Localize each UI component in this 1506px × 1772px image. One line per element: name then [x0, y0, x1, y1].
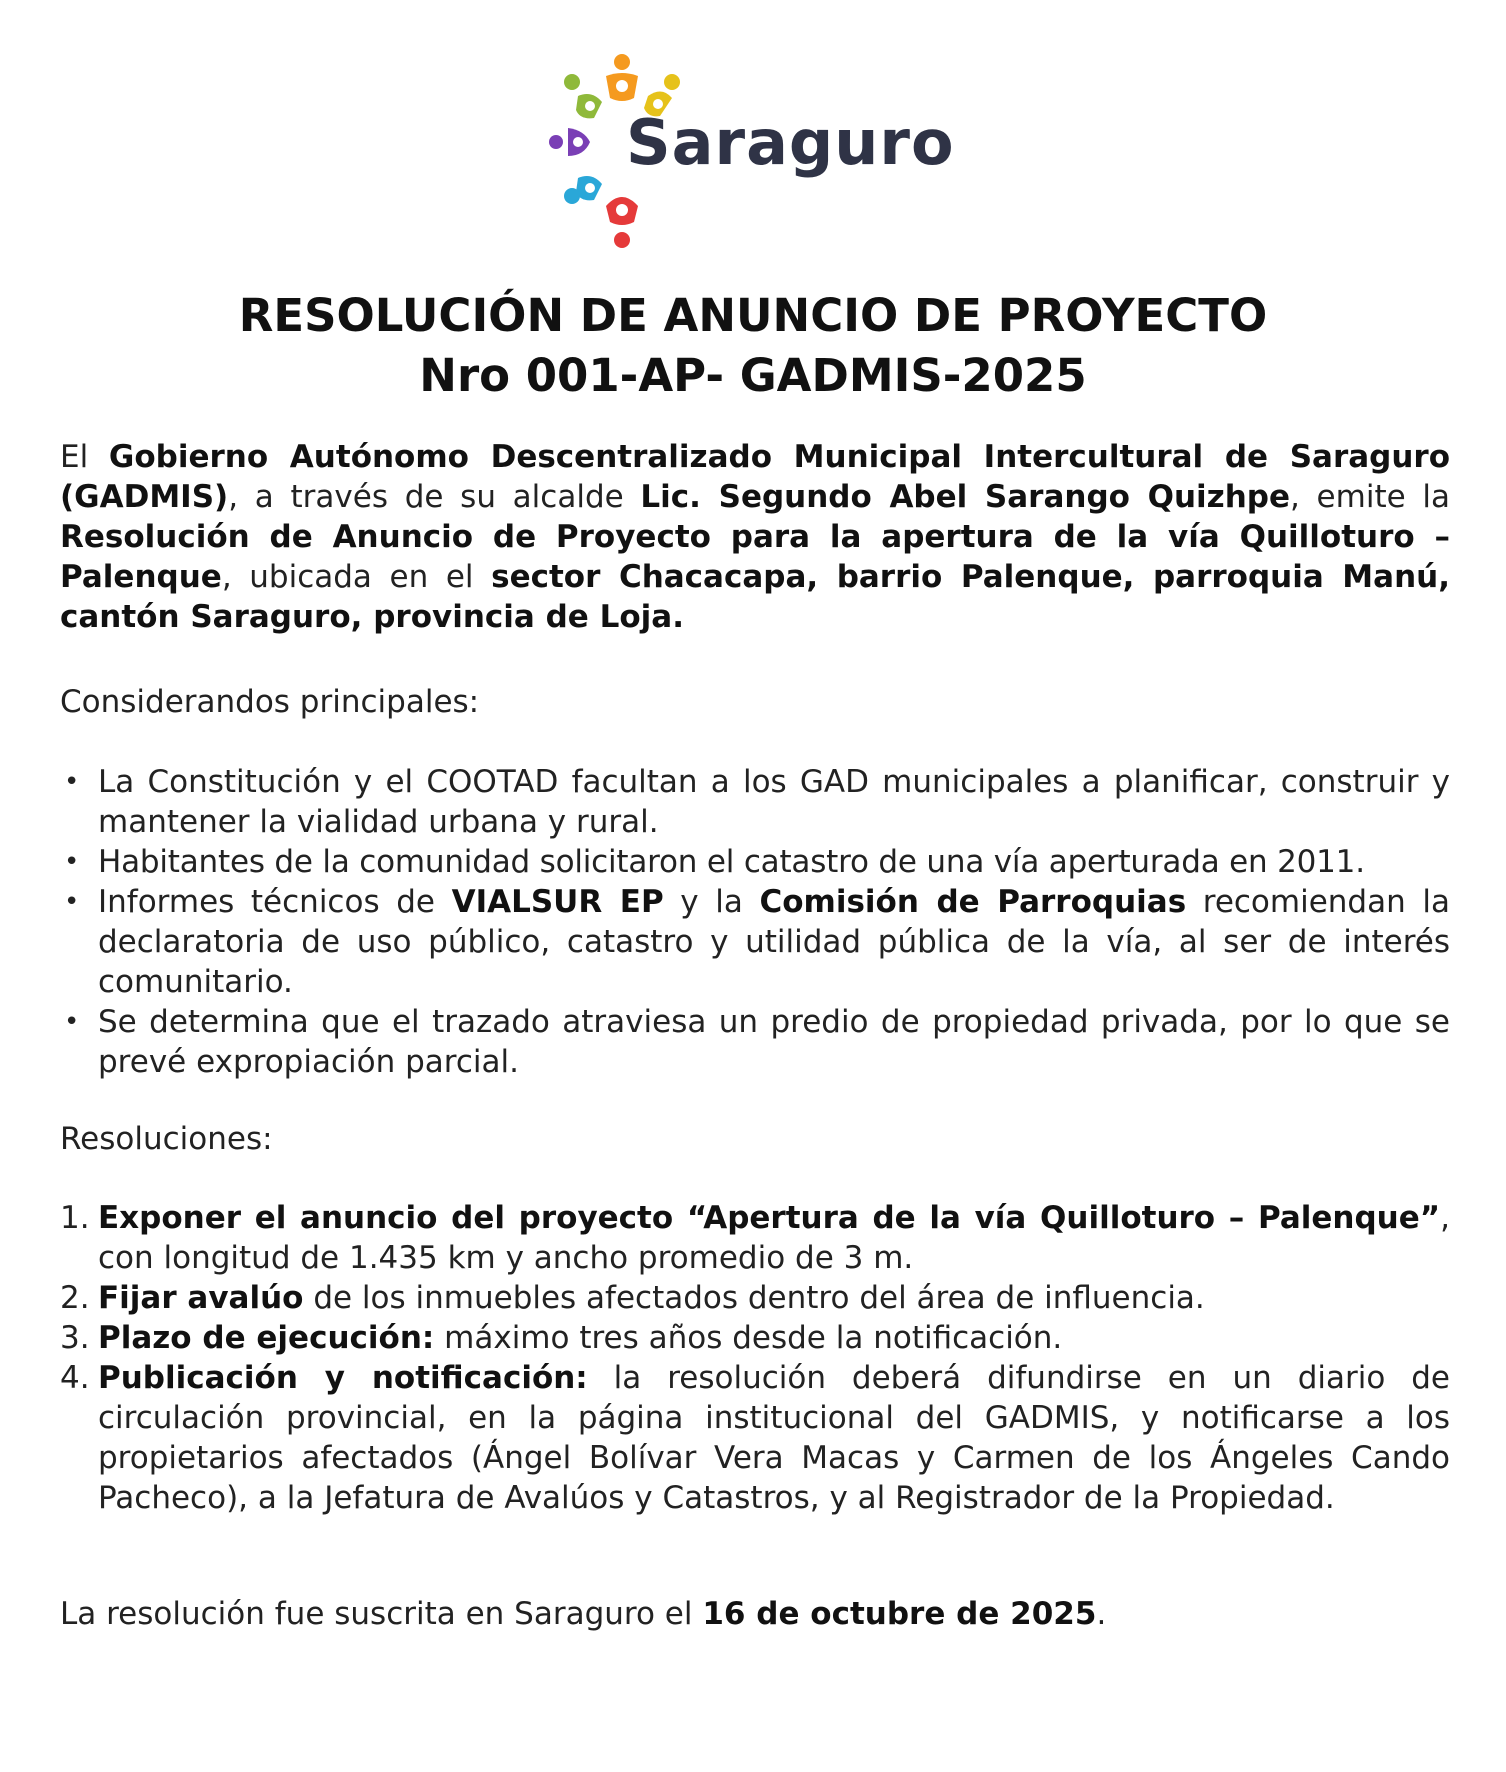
- list-item-number: 1.: [60, 1200, 90, 1236]
- list-item-text: y la: [663, 884, 760, 920]
- list-item-bold: Exponer el anuncio del proyecto “Apertura de la vía Quilloturo – Palenque”: [98, 1200, 1441, 1236]
- list-item-number: 2.: [60, 1280, 90, 1316]
- saraguro-logo: [530, 40, 978, 262]
- list-item-number: 3.: [60, 1320, 90, 1356]
- considerandos-list: [60, 762, 1450, 1082]
- resoluciones-list: [60, 1198, 1450, 1518]
- list-item: [60, 1318, 1450, 1358]
- list-item-text: la resolución deberá difundirse en un diario de circulación provincial, en la página institucional del GADMIS, y notificarse a los propietarios afectados (Ángel Bolívar Vera Macas y Carmen de los Ángeles Cando Pacheco), a la Jefatura de Avalúos y Catastros, y al Registrador de la Propiedad.: [98, 1360, 1450, 1516]
- intro-text: , emite la: [1289, 479, 1450, 515]
- list-item: [60, 1278, 1450, 1318]
- list-item-bold: Fijar avalúo: [98, 1280, 304, 1316]
- closing-line: [60, 1594, 1106, 1634]
- closing-period: .: [1096, 1596, 1107, 1632]
- list-item: • Habitantes de la comunidad solicitaron el catastro de una vía aperturada en 2011.: [60, 842, 1450, 882]
- list-item-text: , con longitud de 1.435 km y ancho promedio de 3 m.: [98, 1200, 1450, 1276]
- title-line-1: RESOLUCIÓN DE ANUNCIO DE PROYECTO: [238, 289, 1268, 342]
- resoluciones-label: Resoluciones:: [60, 1121, 273, 1157]
- intro-bold-mayor: Lic. Segundo Abel Sarango Quizhpe: [640, 479, 1290, 515]
- list-item-text: de los inmuebles afectados dentro del área de influencia.: [303, 1280, 1205, 1316]
- intro-text: El: [60, 439, 109, 475]
- list-item: [60, 1358, 1450, 1518]
- intro-bold-gadmis: Gobierno Autónomo Descentralizado Municipal Intercultural de Saraguro (GADMIS): [60, 439, 1450, 515]
- intro-text: , a través de su alcalde: [228, 479, 641, 515]
- closing-date: 16 de octubre de 2025: [702, 1596, 1097, 1632]
- considerandos-label: Considerandos principales:: [60, 684, 480, 720]
- list-item-bold: Plazo de ejecución:: [98, 1320, 435, 1356]
- list-item: • Se determina que el trazado atraviesa un predio de propiedad privada, por lo que se prevé expropiación parcial.: [60, 1002, 1450, 1082]
- list-item-number: 4.: [60, 1360, 90, 1396]
- list-item: • La Constitución y el COOTAD facultan a los GAD municipales a planificar, construir y mantener la vialidad urbana y rural.: [60, 762, 1450, 842]
- list-item-bold: Publicación y notificación:: [98, 1360, 588, 1396]
- list-item-text: máximo tres años desde la notificación.: [434, 1320, 1063, 1356]
- list-item: [60, 882, 1450, 1002]
- list-item-bold: Comisión de Parroquias: [759, 884, 1187, 920]
- list-item-text: recomiendan la declaratoria de uso público, catastro y utilidad pública de la vía, al ser de interés comunitario.: [98, 884, 1450, 1000]
- list-item-bold: VIALSUR EP: [451, 884, 664, 920]
- intro-paragraph: [60, 437, 1450, 637]
- intro-text: , ubicada en el: [221, 559, 492, 595]
- intro-bold-resolution: Resolución de Anuncio de Proyecto para la apertura de la vía Quilloturo – Palenque: [60, 519, 1450, 595]
- document-title: [0, 286, 1506, 406]
- list-item: [60, 1198, 1450, 1278]
- intro-bold-location: sector Chacacapa, barrio Palenque, parroquia Manú, cantón Saraguro, provincia de Loja.: [60, 559, 1450, 635]
- closing-text: La resolución fue suscrita en Saraguro el: [60, 1596, 703, 1632]
- logo-wordmark: Saraguro: [626, 106, 955, 179]
- title-line-2: Nro 001-AP- GADMIS-2025: [419, 349, 1087, 402]
- list-item-text: Informes técnicos de: [98, 884, 452, 920]
